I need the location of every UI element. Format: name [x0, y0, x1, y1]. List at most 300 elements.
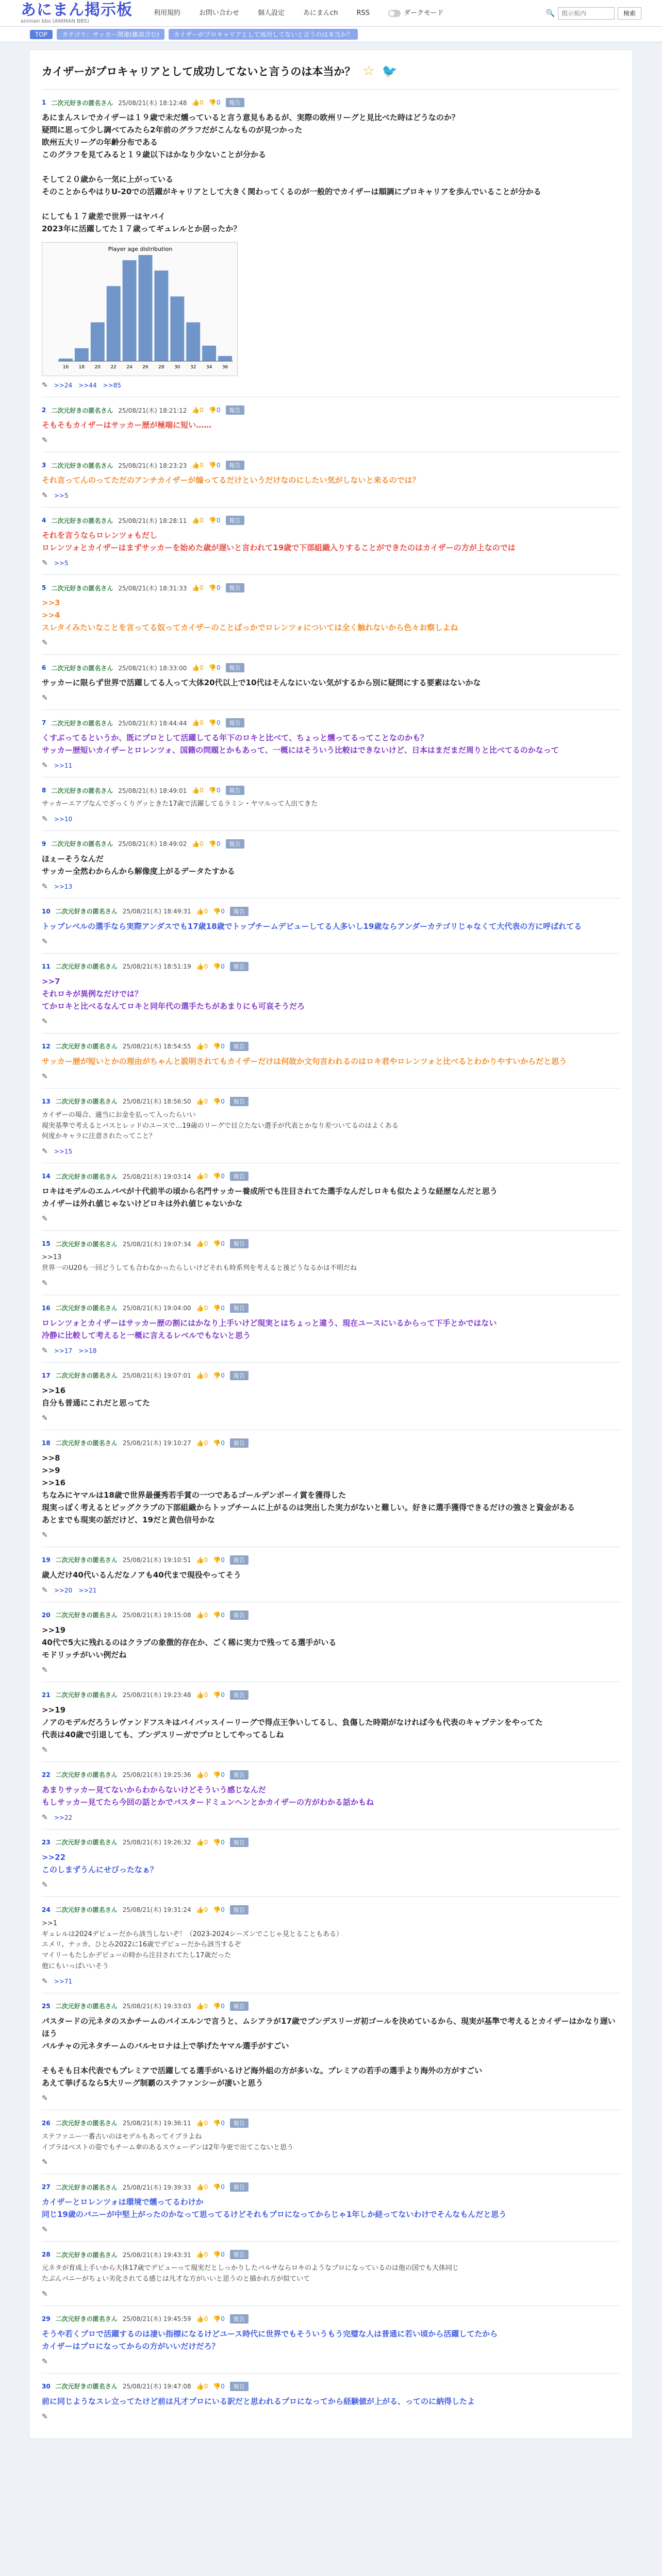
- report-button[interactable]: 報告: [226, 718, 244, 727]
- reply-icon[interactable]: ✎: [42, 381, 48, 389]
- nav-settings[interactable]: 個人設定: [258, 9, 285, 17]
- bad-button[interactable]: 👎0: [208, 719, 221, 726]
- post-body: トップレベルの選手なら実際アンダスでも17歳18歳でトップチームデビューしてる人多いし19歳ならアンダーカテゴリじゃなくて大代表の方に呼ばれてる: [42, 921, 582, 931]
- report-button[interactable]: 報告: [226, 663, 244, 672]
- post-number[interactable]: 2: [42, 406, 46, 414]
- post: [42, 1993, 620, 2110]
- post-footer: [42, 815, 620, 823]
- bad-button[interactable]: 👎0: [213, 907, 225, 915]
- good-button[interactable]: 👍0: [196, 1906, 208, 1913]
- post-number[interactable]: 18: [42, 1439, 51, 1447]
- post-footer: [42, 1666, 620, 1674]
- bad-button[interactable]: 👎0: [213, 1691, 225, 1699]
- poster-name: 二次元好きの匿名さん: [55, 1691, 118, 1699]
- bad-button[interactable]: 👎0: [213, 2183, 225, 2191]
- poster-name: 二次元好きの匿名さん: [55, 1240, 118, 1248]
- poster-name: 二次元好きの匿名さん: [55, 1439, 118, 1447]
- post: [42, 1682, 620, 1761]
- nav-rss[interactable]: RSS: [356, 9, 370, 17]
- post-number[interactable]: 4: [42, 517, 46, 524]
- search-input[interactable]: [558, 7, 615, 20]
- post: [42, 1896, 620, 1993]
- nav-terms[interactable]: 利用規約: [154, 9, 181, 17]
- bad-button[interactable]: 👎0: [208, 99, 221, 106]
- post-number[interactable]: 30: [42, 2382, 51, 2390]
- post-footer: [42, 1215, 620, 1223]
- good-button[interactable]: 👍0: [196, 2002, 208, 2010]
- breadcrumb-top[interactable]: TOP: [30, 30, 53, 39]
- report-button[interactable]: 報告: [230, 2250, 249, 2259]
- bad-button[interactable]: 👎0: [213, 1371, 225, 1379]
- post-footer: [42, 1531, 620, 1539]
- post-number[interactable]: 27: [42, 2183, 51, 2191]
- post-body: >>1 ギュレルは2024デビューだから該当しないぞ！（2023-2024シーズンでこじゃ見とることもある） エメリ、ナッカ、ひとみ2022に16歳でデビューだから該当するぞ マイリーもたしかデビューの時から注目されてたし17歳だった 他にもいっぱいいそう: [42, 1919, 343, 1970]
- post-body: そもそもカイザーはサッカー歴が極端に短い……: [42, 420, 212, 430]
- reply-anchor-link[interactable]: >>11: [54, 762, 73, 769]
- report-button[interactable]: 報告: [230, 1905, 249, 1914]
- report-button[interactable]: 報告: [230, 2382, 249, 2391]
- post-number[interactable]: 3: [42, 462, 46, 469]
- reply-anchor-link[interactable]: >>5: [54, 492, 69, 499]
- good-button[interactable]: 👍0: [196, 1173, 208, 1180]
- good-button[interactable]: 👍0: [192, 99, 204, 106]
- reply-icon[interactable]: ✎: [42, 2290, 48, 2298]
- report-button[interactable]: 報告: [226, 98, 244, 107]
- post-body: くすぶってるというか、既にプロとして活躍してる年下のロキと比べて、ちょっと燻ってるってことなのかも？ サッカー歴短いカイザーとロレンツォ、国籍の問題とかもあって、一概にはそういう比較はできないけど、日本はまだまだ周りと比べてるのかなって: [42, 733, 559, 755]
- post-number[interactable]: 29: [42, 2315, 51, 2323]
- poster-name: 二次元好きの匿名さん: [51, 584, 113, 592]
- post-number[interactable]: 26: [42, 2119, 51, 2127]
- post-body: そうや若くプロで活躍するのは凄い指標になるけどユース時代に世界でもそういうもう完璧な人は普通に若い頃から活躍してたから カイザーはプロになってからの方がいいだけだろ？: [42, 2329, 498, 2351]
- reply-anchor-link[interactable]: >>10: [54, 815, 73, 823]
- post-footer: [42, 2358, 620, 2366]
- bad-button[interactable]: 👎0: [213, 1304, 225, 1312]
- post-number[interactable]: 10: [42, 907, 51, 915]
- report-button[interactable]: 報告: [230, 2182, 249, 2192]
- good-button[interactable]: 👍0: [196, 962, 208, 970]
- good-button[interactable]: 👍0: [196, 2382, 208, 2390]
- chart-tick-label: 28: [158, 365, 164, 370]
- reply-anchor-link[interactable]: >>18: [78, 1347, 97, 1354]
- post-body: >>8 >>9 >>16 ちなみにヤマルは18歳で世界最優秀若手賞の一つであるゴールデンボーイ賞を獲得した 現実っぽく考えるとビッグクラブの下部組織からトップチームに上がるのは突出した実力がないと難しい。好きに選手獲得できるだけの強さと資金がある あとまでも現実の話だけど、19だと黄色信号かな: [42, 1453, 575, 1524]
- reply-icon[interactable]: ✎: [42, 492, 48, 500]
- reply-icon[interactable]: ✎: [42, 1279, 48, 1287]
- bad-button[interactable]: 👎0: [213, 1838, 225, 1846]
- bad-button[interactable]: 👎0: [213, 2382, 225, 2390]
- report-button[interactable]: 報告: [226, 839, 244, 849]
- good-button[interactable]: 👍0: [192, 664, 204, 671]
- chart-tick-label: 24: [126, 365, 133, 370]
- chart-tick-label: 30: [174, 365, 180, 370]
- post-meta: [42, 1042, 620, 1051]
- post-meta: [42, 2250, 620, 2259]
- reply-icon[interactable]: ✎: [42, 694, 48, 702]
- post-number[interactable]: 8: [42, 787, 46, 794]
- report-button[interactable]: 報告: [230, 907, 249, 916]
- report-button[interactable]: 報告: [230, 1371, 249, 1380]
- reply-icon[interactable]: ✎: [42, 1072, 48, 1081]
- post: [42, 777, 620, 831]
- post-number[interactable]: 19: [42, 1556, 51, 1564]
- poster-name: 二次元好きの匿名さん: [55, 2183, 118, 2191]
- post-number[interactable]: 11: [42, 962, 51, 970]
- bad-button[interactable]: 👎0: [208, 787, 221, 794]
- good-button[interactable]: 👍0: [192, 406, 204, 414]
- chart-tick-label: 32: [190, 365, 196, 370]
- post: [42, 1829, 620, 1896]
- bad-button[interactable]: 👎0: [208, 462, 221, 469]
- post-body: パスタードの元ネタのスかチームのバイエルンで言うと、ムシアラが17歳でブンデスリーガ初ゴールを決めているから、現実が基準で考えるとカイザーはかなり遅いほう バルチャの元ネタチームのバルセロナは上で挙げたヤマル選手がすごい そもそも日本代表でもプレミアで活躍してる選手がいるけど海外組の方が多いな。プレミアの若手の選手より海外の方がすごい あえて挙げるなら5大リーグ制覇のステファンシーが凄いと思う: [42, 2016, 616, 2088]
- report-button[interactable]: 報告: [226, 516, 244, 525]
- report-button[interactable]: 報告: [230, 1690, 249, 1700]
- poster-name: 二次元好きの匿名さん: [55, 1839, 118, 1846]
- post-meta: [42, 1438, 620, 1448]
- reply-anchor-link[interactable]: >>17: [54, 1347, 73, 1354]
- post-body: >>13 世界一のU20も一回どうしても合わなかったらしいけどそれも時系列を考えると後どうなるかは不明だね: [42, 1253, 357, 1272]
- post-footer: [42, 1881, 620, 1889]
- post-date: 25/08/21(木) 18:21:12: [118, 406, 187, 414]
- good-button[interactable]: 👍0: [196, 1371, 208, 1379]
- bad-button[interactable]: 👎0: [213, 962, 225, 970]
- poster-name: 二次元好きの匿名さん: [51, 517, 113, 524]
- post-date: 25/08/21(木) 18:49:02: [118, 840, 187, 848]
- poster-name: 二次元好きの匿名さん: [55, 1372, 118, 1380]
- dark-mode-label: ダークモード: [403, 9, 444, 17]
- post-footer: [42, 381, 620, 389]
- post-footer: [42, 436, 620, 445]
- reply-icon[interactable]: ✎: [42, 1147, 48, 1156]
- bad-button[interactable]: 👎0: [213, 1173, 225, 1180]
- chart-bar: [139, 255, 153, 361]
- reply-icon[interactable]: ✎: [42, 937, 48, 946]
- post-footer: [42, 2290, 620, 2298]
- good-button[interactable]: 👍0: [192, 462, 204, 469]
- report-button[interactable]: 報告: [230, 1172, 249, 1181]
- post-date: 25/08/21(木) 19:03:14: [122, 1173, 191, 1180]
- report-button[interactable]: 報告: [230, 1042, 249, 1051]
- post: [42, 2373, 620, 2428]
- bad-button[interactable]: 👎0: [208, 406, 221, 414]
- poster-name: 二次元好きの匿名さん: [55, 1173, 118, 1180]
- good-button[interactable]: 👍0: [192, 840, 204, 848]
- good-button[interactable]: 👍0: [196, 1556, 208, 1564]
- post-date: 25/08/21(木) 18:49:31: [122, 908, 191, 916]
- post-footer: [42, 1746, 620, 1754]
- report-button[interactable]: 報告: [230, 1555, 249, 1565]
- reply-icon[interactable]: ✎: [42, 2412, 48, 2421]
- chart-svg: [42, 243, 238, 377]
- post-number[interactable]: 12: [42, 1042, 51, 1050]
- bad-button[interactable]: 👎0: [213, 1556, 225, 1564]
- reply-icon[interactable]: ✎: [42, 1346, 48, 1355]
- post-date: 25/08/21(木) 19:45:59: [122, 2315, 191, 2323]
- bad-button[interactable]: 👎0: [208, 664, 221, 671]
- good-button[interactable]: 👍0: [196, 2251, 208, 2259]
- post-meta: [42, 516, 620, 525]
- reply-icon[interactable]: ✎: [42, 1977, 48, 1986]
- reply-icon[interactable]: ✎: [42, 1414, 48, 1422]
- poster-name: 二次元好きの匿名さん: [55, 1304, 118, 1312]
- bad-button[interactable]: 👎0: [208, 840, 221, 848]
- good-button[interactable]: 👍0: [196, 2119, 208, 2127]
- chart-tick-label: 34: [206, 365, 212, 370]
- reply-icon[interactable]: ✎: [42, 2357, 48, 2366]
- reply-icon[interactable]: ✎: [42, 1017, 48, 1026]
- reply-anchor-link[interactable]: >>85: [103, 382, 121, 389]
- chart-bar: [186, 323, 200, 361]
- poster-name: 二次元好きの匿名さん: [55, 2120, 118, 2127]
- post: [42, 898, 620, 953]
- post-number[interactable]: 13: [42, 1097, 51, 1105]
- post-footer: [42, 492, 620, 500]
- dark-mode-toggle[interactable]: [379, 0, 453, 27]
- post-meta: [42, 1690, 620, 1700]
- post-number[interactable]: 16: [42, 1304, 51, 1312]
- logo-text[interactable]: あにまん掲示板: [21, 1, 133, 19]
- post-meta: [42, 1611, 620, 1620]
- post-date: 25/08/21(木) 18:54:55: [122, 1043, 191, 1050]
- post: [42, 2306, 620, 2373]
- good-button[interactable]: 👍0: [196, 1097, 208, 1105]
- reply-icon[interactable]: ✎: [42, 1215, 48, 1224]
- reply-anchor-link[interactable]: >>44: [78, 382, 97, 389]
- site-logo[interactable]: [21, 2, 134, 25]
- post-number[interactable]: 24: [42, 1906, 51, 1913]
- post: [42, 1163, 620, 1230]
- post-date: 25/08/21(木) 18:33:00: [118, 664, 187, 672]
- reply-icon[interactable]: ✎: [42, 436, 48, 445]
- post-meta: [42, 1555, 620, 1565]
- good-button[interactable]: 👍0: [196, 1439, 208, 1447]
- post-body: ロレンツォとカイザーはサッカー歴の割にはかなり上手いけど現実とはちょっと違う、現在ユースにいるからって下手とかではない 冷静に比較して考えると一概に言えるレベルでもないと思う: [42, 1318, 497, 1340]
- report-button[interactable]: 報告: [230, 1438, 249, 1448]
- reply-icon[interactable]: ✎: [42, 1745, 48, 1754]
- bad-button[interactable]: 👎0: [213, 1611, 225, 1619]
- favorite-star-icon[interactable]: ☆: [362, 63, 375, 79]
- post: [42, 831, 620, 898]
- bad-button[interactable]: 👎0: [208, 584, 221, 591]
- post-number[interactable]: 6: [42, 664, 46, 671]
- post-footer: [42, 883, 620, 891]
- report-button[interactable]: 報告: [226, 583, 244, 592]
- post-footer: [42, 2094, 620, 2103]
- report-button[interactable]: 報告: [226, 405, 244, 415]
- post-number[interactable]: 17: [42, 1371, 51, 1379]
- toggle-switch-icon[interactable]: [388, 10, 401, 17]
- report-button[interactable]: 報告: [230, 1611, 249, 1620]
- reply-icon[interactable]: ✎: [42, 882, 48, 891]
- reply-icon[interactable]: ✎: [42, 2226, 48, 2234]
- poster-name: 二次元好きの匿名さん: [55, 1043, 118, 1050]
- post-meta: [42, 839, 620, 849]
- post-date: 25/08/21(木) 19:33:03: [122, 2003, 191, 2010]
- post: [42, 1230, 620, 1295]
- reply-icon[interactable]: ✎: [42, 761, 48, 770]
- good-button[interactable]: 👍0: [196, 1240, 208, 1248]
- post-footer: [42, 639, 620, 647]
- post-number[interactable]: 14: [42, 1173, 51, 1180]
- post-footer: [42, 694, 620, 702]
- poster-name: 二次元好きの匿名さん: [55, 1612, 118, 1619]
- post-number[interactable]: 1: [42, 99, 46, 106]
- report-button[interactable]: 報告: [226, 461, 244, 470]
- post-footer: [42, 1073, 620, 1081]
- post-date: 25/08/21(木) 19:10:27: [122, 1439, 191, 1447]
- bad-button[interactable]: 👎0: [213, 1771, 225, 1778]
- post-number[interactable]: 7: [42, 719, 46, 726]
- good-button[interactable]: 👍0: [192, 584, 204, 591]
- post-meta: [42, 2314, 620, 2324]
- bad-button[interactable]: 👎0: [213, 2119, 225, 2127]
- report-button[interactable]: 報告: [230, 1097, 249, 1106]
- report-button[interactable]: 報告: [230, 1770, 249, 1780]
- post-date: 25/08/21(木) 19:15:08: [122, 1612, 191, 1619]
- reply-anchor-link[interactable]: >>21: [78, 1586, 97, 1594]
- post-meta: [42, 1838, 620, 1847]
- post-footer: [42, 1414, 620, 1422]
- poster-name: 二次元好きの匿名さん: [51, 99, 113, 107]
- poster-name: 二次元好きの匿名さん: [55, 2315, 118, 2323]
- post-body: 元ネタが育成上手いから大体17歳でデビューって現実だとしっかりしたバルサならロキのようなプロになっているのは他の国でも大体同じ たぶんバニーがちょい劣化されてる感じは凡才な方がいいと思うのと描かれ方が似ていて: [42, 2264, 459, 2283]
- poster-name: 二次元好きの匿名さん: [55, 908, 118, 916]
- post: [42, 709, 620, 777]
- post-date: 25/08/21(木) 18:28:11: [118, 517, 187, 524]
- good-button[interactable]: 👍0: [192, 719, 204, 726]
- reply-anchor-link[interactable]: >>20: [54, 1586, 73, 1594]
- report-button[interactable]: 報告: [230, 1838, 249, 1847]
- good-button[interactable]: 👍0: [196, 1771, 208, 1778]
- breadcrumb-category[interactable]: カテゴリ：サッカー関連(雑談含む): [57, 29, 164, 40]
- reply-anchor-link[interactable]: >>5: [54, 560, 69, 567]
- post-number[interactable]: 21: [42, 1691, 51, 1699]
- reply-anchor-link[interactable]: >>15: [54, 1148, 73, 1156]
- post-meta: [42, 663, 620, 672]
- good-button[interactable]: 👍0: [196, 1304, 208, 1312]
- search-button[interactable]: 検索: [618, 7, 641, 20]
- bad-button[interactable]: 👎0: [213, 2251, 225, 2259]
- post-number[interactable]: 5: [42, 584, 46, 591]
- poster-name: 二次元好きの匿名さん: [55, 1098, 118, 1106]
- bad-button[interactable]: 👎0: [213, 1240, 225, 1248]
- good-button[interactable]: 👍0: [196, 2183, 208, 2191]
- bad-button[interactable]: 👎0: [213, 1042, 225, 1050]
- post-body: カイザーとロレンツォは環境で燻ってるわけか 同じ19歳のバニーが中堅上がったのかなって思ってるけどそれもプロになってからじゃ1年しか経ってないわけでそんなもんだと思う: [42, 2197, 507, 2219]
- post-number[interactable]: 15: [42, 1240, 51, 1248]
- good-button[interactable]: 👍0: [196, 1691, 208, 1699]
- bad-button[interactable]: 👎0: [213, 1439, 225, 1447]
- nav-contact[interactable]: お問い合わせ: [199, 9, 240, 17]
- report-button[interactable]: 報告: [230, 1239, 249, 1248]
- post-body: ステファニー一番古いのはモデルもあってイブラよね イブラはベストの姿でもチーム傘のあるスウェーデンは2年今更で出てこないと思う: [42, 2132, 294, 2151]
- post: [42, 2241, 620, 2306]
- post: [42, 1033, 620, 1088]
- report-button[interactable]: 報告: [230, 962, 249, 971]
- chart-tick-label: 36: [222, 365, 228, 370]
- bad-button[interactable]: 👎0: [213, 2002, 225, 2010]
- reply-icon[interactable]: ✎: [42, 2158, 48, 2167]
- global-nav: [144, 0, 453, 27]
- post-body: あまりサッカー見てないからわからないけどそういう感じなんだ もしサッカー見てたら今回の話とかでバスタードミュンヘンとかカイザーの方がわかる話かもね: [42, 1785, 374, 1807]
- chart-bar: [59, 359, 73, 361]
- good-button[interactable]: 👍0: [196, 1042, 208, 1050]
- reply-anchor-link[interactable]: >>13: [54, 883, 73, 890]
- report-button[interactable]: 報告: [226, 786, 244, 795]
- reply-icon[interactable]: ✎: [42, 2094, 48, 2103]
- bad-button[interactable]: 👎0: [208, 517, 221, 524]
- reply-icon[interactable]: ✎: [42, 1880, 48, 1889]
- bad-button[interactable]: 👎0: [213, 2315, 225, 2323]
- post-meta: [42, 98, 620, 107]
- post: [42, 1430, 620, 1547]
- bad-button[interactable]: 👎0: [213, 1906, 225, 1913]
- report-button[interactable]: 報告: [230, 1303, 249, 1313]
- good-button[interactable]: 👍0: [192, 787, 204, 794]
- good-button[interactable]: 👍0: [196, 907, 208, 915]
- reply-anchor-link[interactable]: >>24: [54, 382, 73, 389]
- poster-name: 二次元好きの匿名さん: [55, 2003, 118, 2010]
- post-list: [42, 89, 620, 2428]
- reply-anchor-link[interactable]: >>22: [54, 1814, 73, 1821]
- post-number[interactable]: 25: [42, 2002, 51, 2010]
- post-date: 25/08/21(木) 19:10:51: [122, 1556, 191, 1564]
- reply-icon[interactable]: ✎: [42, 639, 48, 647]
- good-button[interactable]: 👍0: [192, 517, 204, 524]
- twitter-share-icon[interactable]: 🐦: [382, 64, 398, 78]
- thread-page: [29, 49, 633, 2439]
- post: [42, 89, 620, 397]
- breadcrumb-thread[interactable]: カイザーがプロキャリアとして成功してないと言うのは本当か？: [169, 29, 358, 40]
- post-footer: [42, 2226, 620, 2234]
- breadcrumb: [0, 27, 662, 42]
- report-button[interactable]: 報告: [230, 2002, 249, 2011]
- report-button[interactable]: 報告: [230, 2314, 249, 2324]
- post-body: >>19 40代で5大に残れるのはクラブの象徴的存在か、ごく稀に実力で残ってる選手がいる モドリッチがいい例だね: [42, 1625, 337, 1659]
- reply-anchor-link[interactable]: >>71: [54, 1977, 73, 1985]
- post: [42, 397, 620, 452]
- good-button[interactable]: 👍0: [196, 1611, 208, 1619]
- post-date: 25/08/21(木) 19:47:08: [122, 2383, 191, 2391]
- reply-icon[interactable]: ✎: [42, 1586, 48, 1595]
- post-body: サッカーエアプなんでざっくりグッときた17歳で活躍してるラミン・ヤマルって人出てきた: [42, 800, 318, 808]
- good-button[interactable]: 👍0: [196, 1838, 208, 1846]
- chart-title: Player age distribution: [108, 246, 173, 252]
- post-number[interactable]: 28: [42, 2251, 51, 2259]
- reply-icon[interactable]: ✎: [42, 1531, 48, 1539]
- post-footer: [42, 1018, 620, 1026]
- post-date: 25/08/21(木) 19:23:48: [122, 1691, 191, 1699]
- post-meta: [42, 583, 620, 592]
- poster-name: 二次元好きの匿名さん: [51, 462, 113, 469]
- chart-bar: [107, 286, 121, 361]
- bad-button[interactable]: 👎0: [213, 1097, 225, 1105]
- good-button[interactable]: 👍0: [196, 2315, 208, 2323]
- post-footer: [42, 1977, 620, 1986]
- report-button[interactable]: 報告: [230, 2119, 249, 2128]
- post-body: あにまんスレでカイザーは１９歳で未だ燻っていると言う意見もあるが、実際の欧州リーグと見比べた時はどうなのか？ 疑問に思って少し調べてみたら2年前のグラフだがこんなものが見つかった 欧州五大リーグの年齢分布である このグラフを見てみると１９歳以下はかなり少ないことが分かる そして２０歳から一気に上がっている そのことからやはりU-20での活躍がキャリアとして大きく関わってくるのが一般的でカイザーは順調にプロキャリアを歩んでいることが分かる にしても１７歳差で世界一はヤバイ 2023年に活躍してた１７歳ってギュレルとか居ったか？: [42, 113, 541, 233]
- post-number[interactable]: 20: [42, 1611, 51, 1619]
- post-number[interactable]: 23: [42, 1838, 51, 1846]
- reply-icon[interactable]: ✎: [42, 815, 48, 823]
- post-number[interactable]: 9: [42, 840, 46, 848]
- reply-icon[interactable]: ✎: [42, 1666, 48, 1674]
- post: [42, 1547, 620, 1602]
- nav-animanch[interactable]: あにまんch: [303, 9, 338, 17]
- post: [42, 452, 620, 507]
- post-number[interactable]: 22: [42, 1771, 51, 1778]
- reply-icon[interactable]: ✎: [42, 559, 48, 567]
- post-body: カイザーの場合、適当にお金を払って入ったらいい 現実基準で考えるとバスとレッドのユースで…19歳のリーグで目立たない選手が代表とかなり差ついてるのはよくある 何度かキャラに注意されたってこと？: [42, 1111, 399, 1141]
- reply-icon[interactable]: ✎: [42, 1813, 48, 1822]
